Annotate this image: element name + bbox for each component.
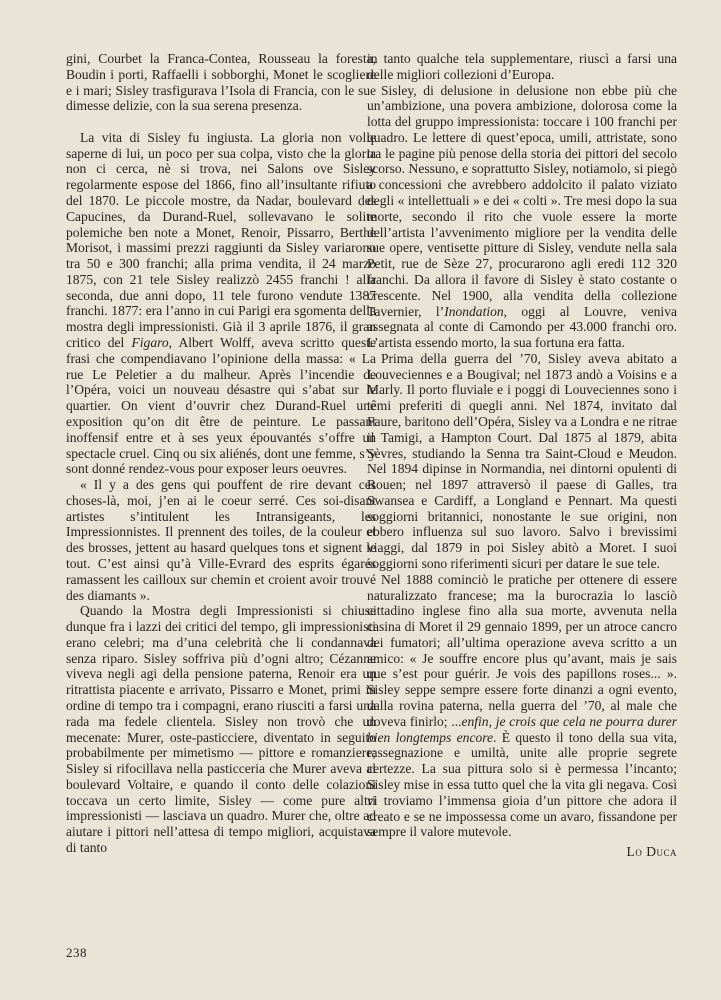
paragraph: [66, 51, 376, 114]
paragraph-text: Prima della guerra del ’70, Sisley aveva abitato a Louveciennes e a Bougival; nel 1873 andò a Voisins e a Marly. Il porto fluviale e i poggi di Louveciennes sono i têmi preferiti di quegli anni. Nel 1874, invitato dal Faure, baritono dell’Opéra, Sisley va a Londra e ne ritrae il Tamigi, a Hampton Court. Dal 1875 al 1879, abita Sèvres, studiando la Senna tra Saint-Cloud e Meudon. Nel 1894 dipinse in Normandia, nei dintorni opulenti di Rouen; nel 1897 attraversò il paese di Galles, tra Swansea e Cardiff, a Longland e Pennart. Ma questi soggiorni britannici, nonostante le sue origini, non ebbero influenza sul suo lavoro. Salvo i brevissimi viaggi, dal 1879 in poi Sisley abitò a Moret. I suoi soggiorni sono riferimenti sicuri per datare le sue tele.: [367, 350, 677, 571]
paragraph-text: « Il y a des gens qui pouffent de rire devant ces choses-là, moi, j’en ai le coeur serré. Ces soi-disant artistes s’intitulent les Intransigeants, les Impressionnistes. Il prennent des toiles, de la couleur et des brosses, jettent au hasard quelques tons et signent le tout. C’est ainsi qu’à Ville-Evrard des esprits égarés ramassent les cailloux sur chemin et croient avoir trouvé des diamants ».: [66, 477, 376, 603]
paragraph-text: in tanto qualche tela supplementare, riuscì a farsi una delle migliori collezioni d’Europa.: [367, 51, 677, 82]
author-signature: Lo Duca: [626, 844, 677, 860]
paragraph-text: Sisley, di delusione in delusione non ebbe più che un’ambizione, una povera ambizione, dolorosa come la lotta del gruppo impressionista: toccare i 100 franchi per quadro. Le lettere di quest’epoca, umili, attristate, sono tra le pagine più penose della storia dei pittori del secolo scorso. Nessuno, e soprattutto Sisley, notiamolo, si piegò a concessioni che avrebbero addolcito il palato viziato degli « intellettuali » e dei « colti ». Tre mesi dopo la sua morte, secondo il rito che vuole essere la morte dell’artista l’avvenimento migliore per la vendita delle sue opere, ventisette pitture di Sisley, vendute nella sala Petit, rue de Sèze 27, procurarono agli eredi 112 320 franchi. Da allora il favore di Sisley è stato costante o crescente. Nel 1900, alla vendita della collezione Tavernier, l’: [367, 82, 677, 319]
italic-quote: enfin, je crois que cela ne pourra durer bien longtemps encore: [367, 713, 677, 745]
paragraph-text: , Albert Wolff, aveva scritto queste frasi che compendiavano l’opinione della massa: « La rue Le Peletier a du malheur. Après l’incendie de l’Opéra, voici un nouveau désastre qui s’abat sur le quartier. On vient d’ouvrir chez Durand-Ruel une exposition qu’on dit être de peinture. Le passant inoffensif entre et à ses yeux épouvantés s’offre un spectacle cruel. Cinq ou six aliénés, dont une femme, s’y sont donné rendez-vous pour exposer leurs oeuvres.: [66, 335, 376, 477]
paragraph: [367, 83, 677, 351]
italic-title: Inondation: [444, 303, 504, 319]
paragraph-text: Nel 1888 cominciò le pratiche per ottenere di essere naturalizzato francese; ma la burocrazia lo lasciò cittadino inglese fino alla sua morte, avvenuta nella casina di Moret il 29 gennaio 1899, per un atroce cancro dei fumatori; all’ultima operazione aveva scritto a un amico: « Je souffre encore plus qu’avant, mais je sais que s’est pour guérir. Je vois des papillons roses... ». Sisley seppe sempre essere forte dinanzi a ogni evento, dalla rovina paterna, nella guerra del ’70, al male che doveva finirlo; ...: [367, 571, 677, 729]
paragraph-text: gini, Courbet la Franca-Contea, Rousseau la foresta, Boudin i porti, Raffaelli i sobborghi, Monet le scogliere e i mari; Sisley trasfigurava l’Isola di Francia, con le sue dimesse delizie, con la sua serena presenza.: [66, 51, 376, 114]
paragraph: [367, 572, 677, 840]
paragraph-text: , oggi al Louvre, veniva assegnata al conte di Camondo per 43.000 franchi oro. L’artista essendo morto, la sua fortuna era fatta.: [367, 303, 677, 351]
paragraph: [367, 51, 677, 83]
paragraph: [66, 477, 376, 603]
paragraph-text: . È questo il tono della sua vita, rassegnazione e umiltà, unite alle proprie segrete certezze. La sua pittura solo si è permessa l’incanto; Sisley mise in essa tutto quel che la vita gli negava. Così vi troviamo l’immensa gioia d’un pittore che adora il creato e se ne impossessa come un avaro, fissandone per sempre il valore mutevole.: [367, 729, 678, 840]
page-number: 238: [66, 945, 87, 960]
paragraph: [66, 603, 376, 856]
right-column: [367, 51, 677, 860]
italic-title: Figaro: [131, 335, 169, 351]
paragraph-text: Quando la Mostra degli Impressionisti si chiuse dunque fra i lazzi dei critici del tempo, gli impressionisti erano celebri; ma d’una celebrità che li condannava senza riparo. Sisley soffriva più d’ogni altro; Cézanne viveva negli agi della pensione paterna, Renoir era un ritrattista piacente e arrivato, Pissarro e Monet, primi in ordine di tempo tra i compagni, erano riusciti a farsi una rada ma fedele clientela. Sisley non trovò che un mecenate: Murer, oste-pasticciere, diventato in seguito probabilmente per mimetismo — pittore e romanziere; Sisley si rifocillava nella pasticceria che Murer aveva al boulevard Voltaire, e quando il conto delle colazioni toccava un certo limite, Sisley — come pure altri impressionisti — lasciava un quadro. Murer che, oltre ad aiutare i pittori nell’attesa di tempo migliori, acquistava di tanto: [66, 603, 376, 856]
paragraph: [367, 351, 677, 572]
paragraph-text: La vita di Sisley fu ingiusta. La gloria non volle saperne di lui, un poco per sua colpa, visto che la gloria non ci cerca, nè si trova, nei Salons ove Sisley regolarmente espose del 1866, fino all’insultante rifiuto del 1870. Le piccole mostre, da Nadar, boulevard des Capucines, da Durand-Ruel, sollevavano le solite polemiche ben note a Monet, Renoir, Pissarro, Berthe Morisot, i massimi prezzi raggiunti da Sisley variarono tra 50 e 300 franchi; alla prima vendita, il 24 marzo 1875, con 21 tele Sisley realizzò 2455 franchi ! alla seconda, due anni dopo, 11 tele furono vendute 1387 franchi. 1877: era l’anno in cui Parigi era sgomenta della mostra degli impressionisti. Già il 3 aprile 1876, il gran critico del: [66, 129, 376, 351]
left-column: [66, 51, 376, 856]
paragraph: [66, 130, 376, 477]
